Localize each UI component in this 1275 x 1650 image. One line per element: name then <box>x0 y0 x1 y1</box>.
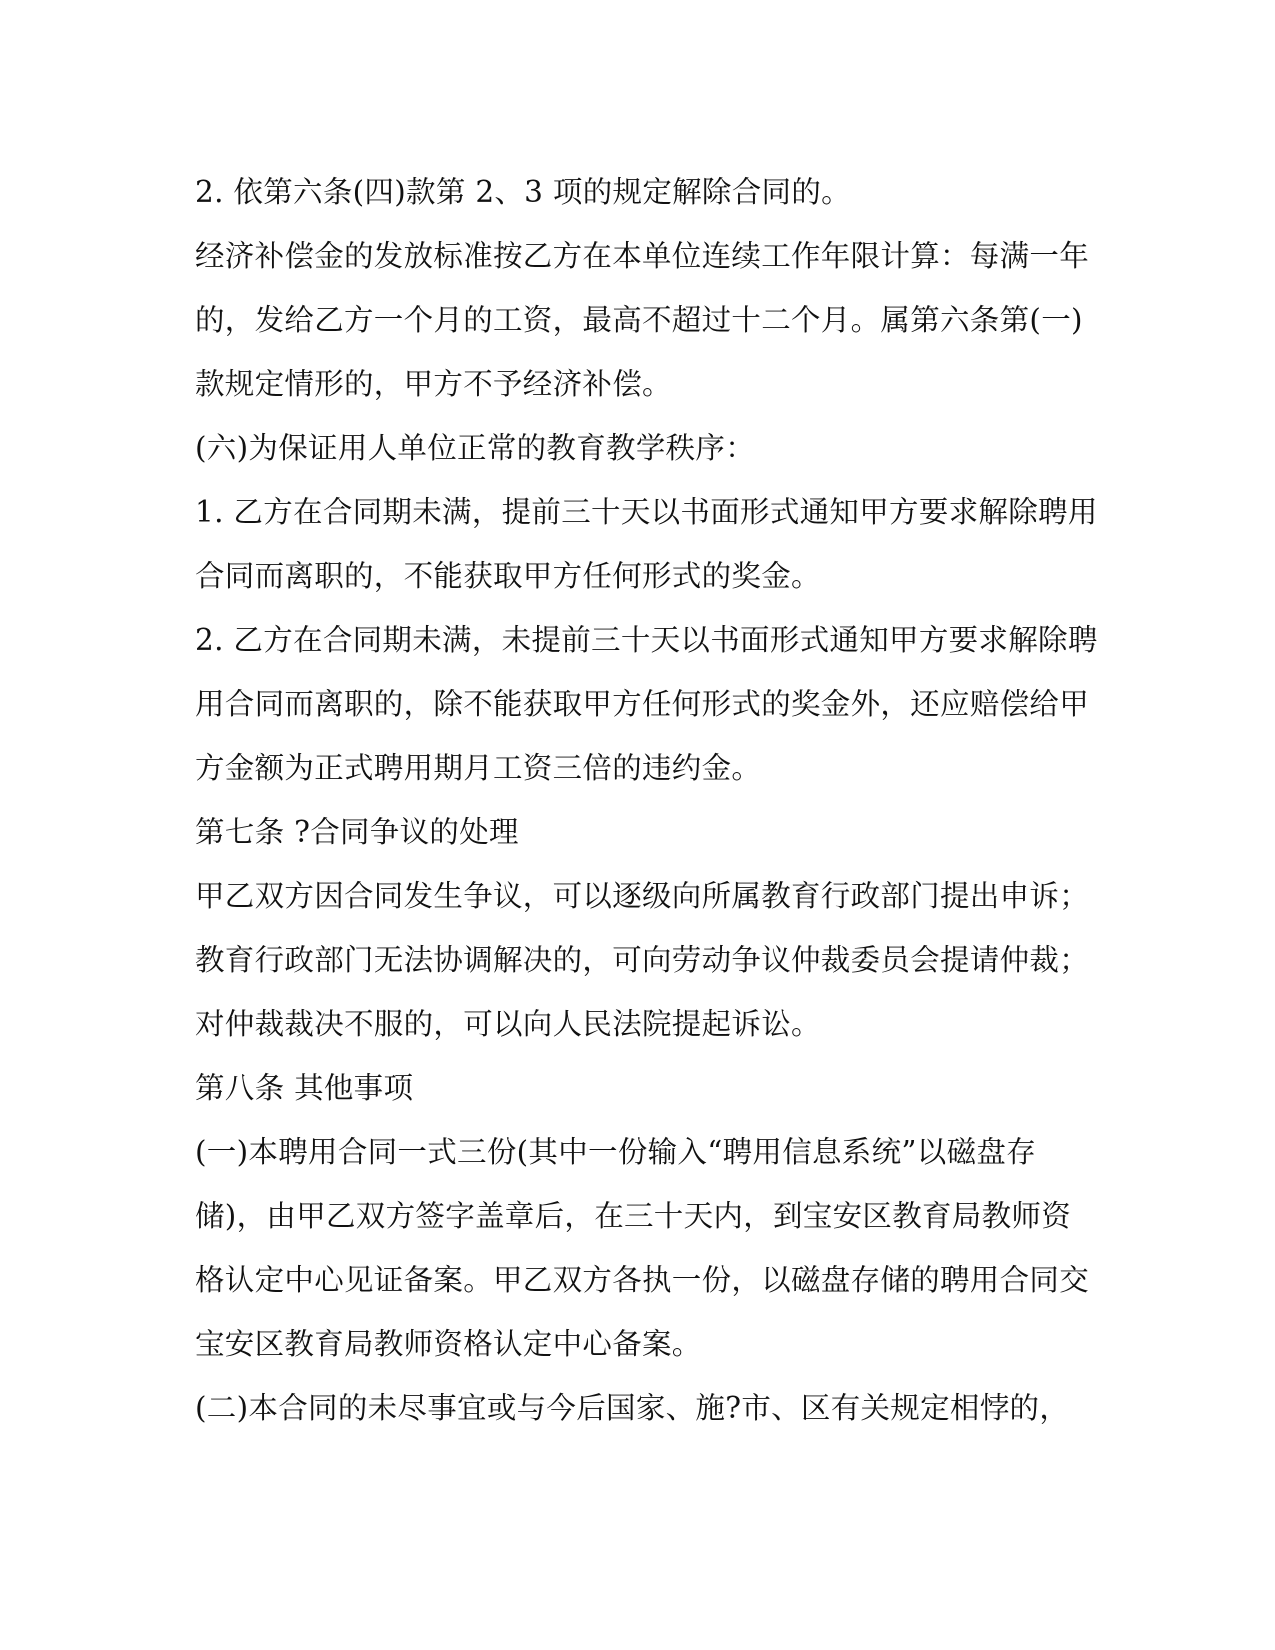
text-line: 储)，由甲乙双方签字盖章后，在三十天内，到宝安区教育局教师资 <box>195 1199 1072 1233</box>
text-line: 宝安区教育局教师资格认定中心备案。 <box>195 1327 702 1361</box>
document-body <box>195 160 1098 1440</box>
text-line: (二)本合同的未尽事宜或与今后国家、施?市、区有关规定相悖的， <box>195 1391 1070 1425</box>
article-heading: 第八条 其他事项 <box>195 1071 414 1105</box>
text-line: 用合同而离职的，除不能获取甲方任何形式的奖金外，还应赔偿给甲 <box>195 687 1090 721</box>
text-line: 2. 乙方在合同期未满，未提前三十天以书面形式通知甲方要求解除聘 <box>195 623 1098 657</box>
text-line: 教育行政部门无法协调解决的，可向劳动争议仲裁委员会提请仲裁； <box>195 943 1090 977</box>
text-line: 经济补偿金的发放标准按乙方在本单位连续工作年限计算：每满一年 <box>195 239 1090 273</box>
text-line: 甲乙双方因合同发生争议，可以逐级向所属教育行政部门提出申诉； <box>195 879 1090 913</box>
article-heading: 第七条 ?合同争议的处理 <box>195 815 519 849</box>
text-line: 1. 乙方在合同期未满，提前三十天以书面形式通知甲方要求解除聘用 <box>195 495 1098 529</box>
text-line: 合同而离职的，不能获取甲方任何形式的奖金。 <box>195 559 821 593</box>
text-line: (一)本聘用合同一式三份(其中一份输入“聘用信息系统”以磁盘存 <box>195 1135 1036 1169</box>
text-line: 方金额为正式聘用期月工资三倍的违约金。 <box>195 751 762 785</box>
text-line: 对仲裁裁决不服的，可以向人民法院提起诉讼。 <box>195 1007 821 1041</box>
text-line: 格认定中心见证备案。甲乙双方各执一份，以磁盘存储的聘用合同交 <box>195 1263 1090 1297</box>
text-line: 款规定情形的，甲方不予经济补偿。 <box>195 367 672 401</box>
text-line: 的，发给乙方一个月的工资，最高不超过十二个月。属第六条第(一) <box>195 303 1083 337</box>
section-heading: (六)为保证用人单位正常的教育教学秩序： <box>195 431 756 465</box>
text-line: 2. 依第六条(四)款第 2、3 项的规定解除合同的。 <box>195 175 851 209</box>
